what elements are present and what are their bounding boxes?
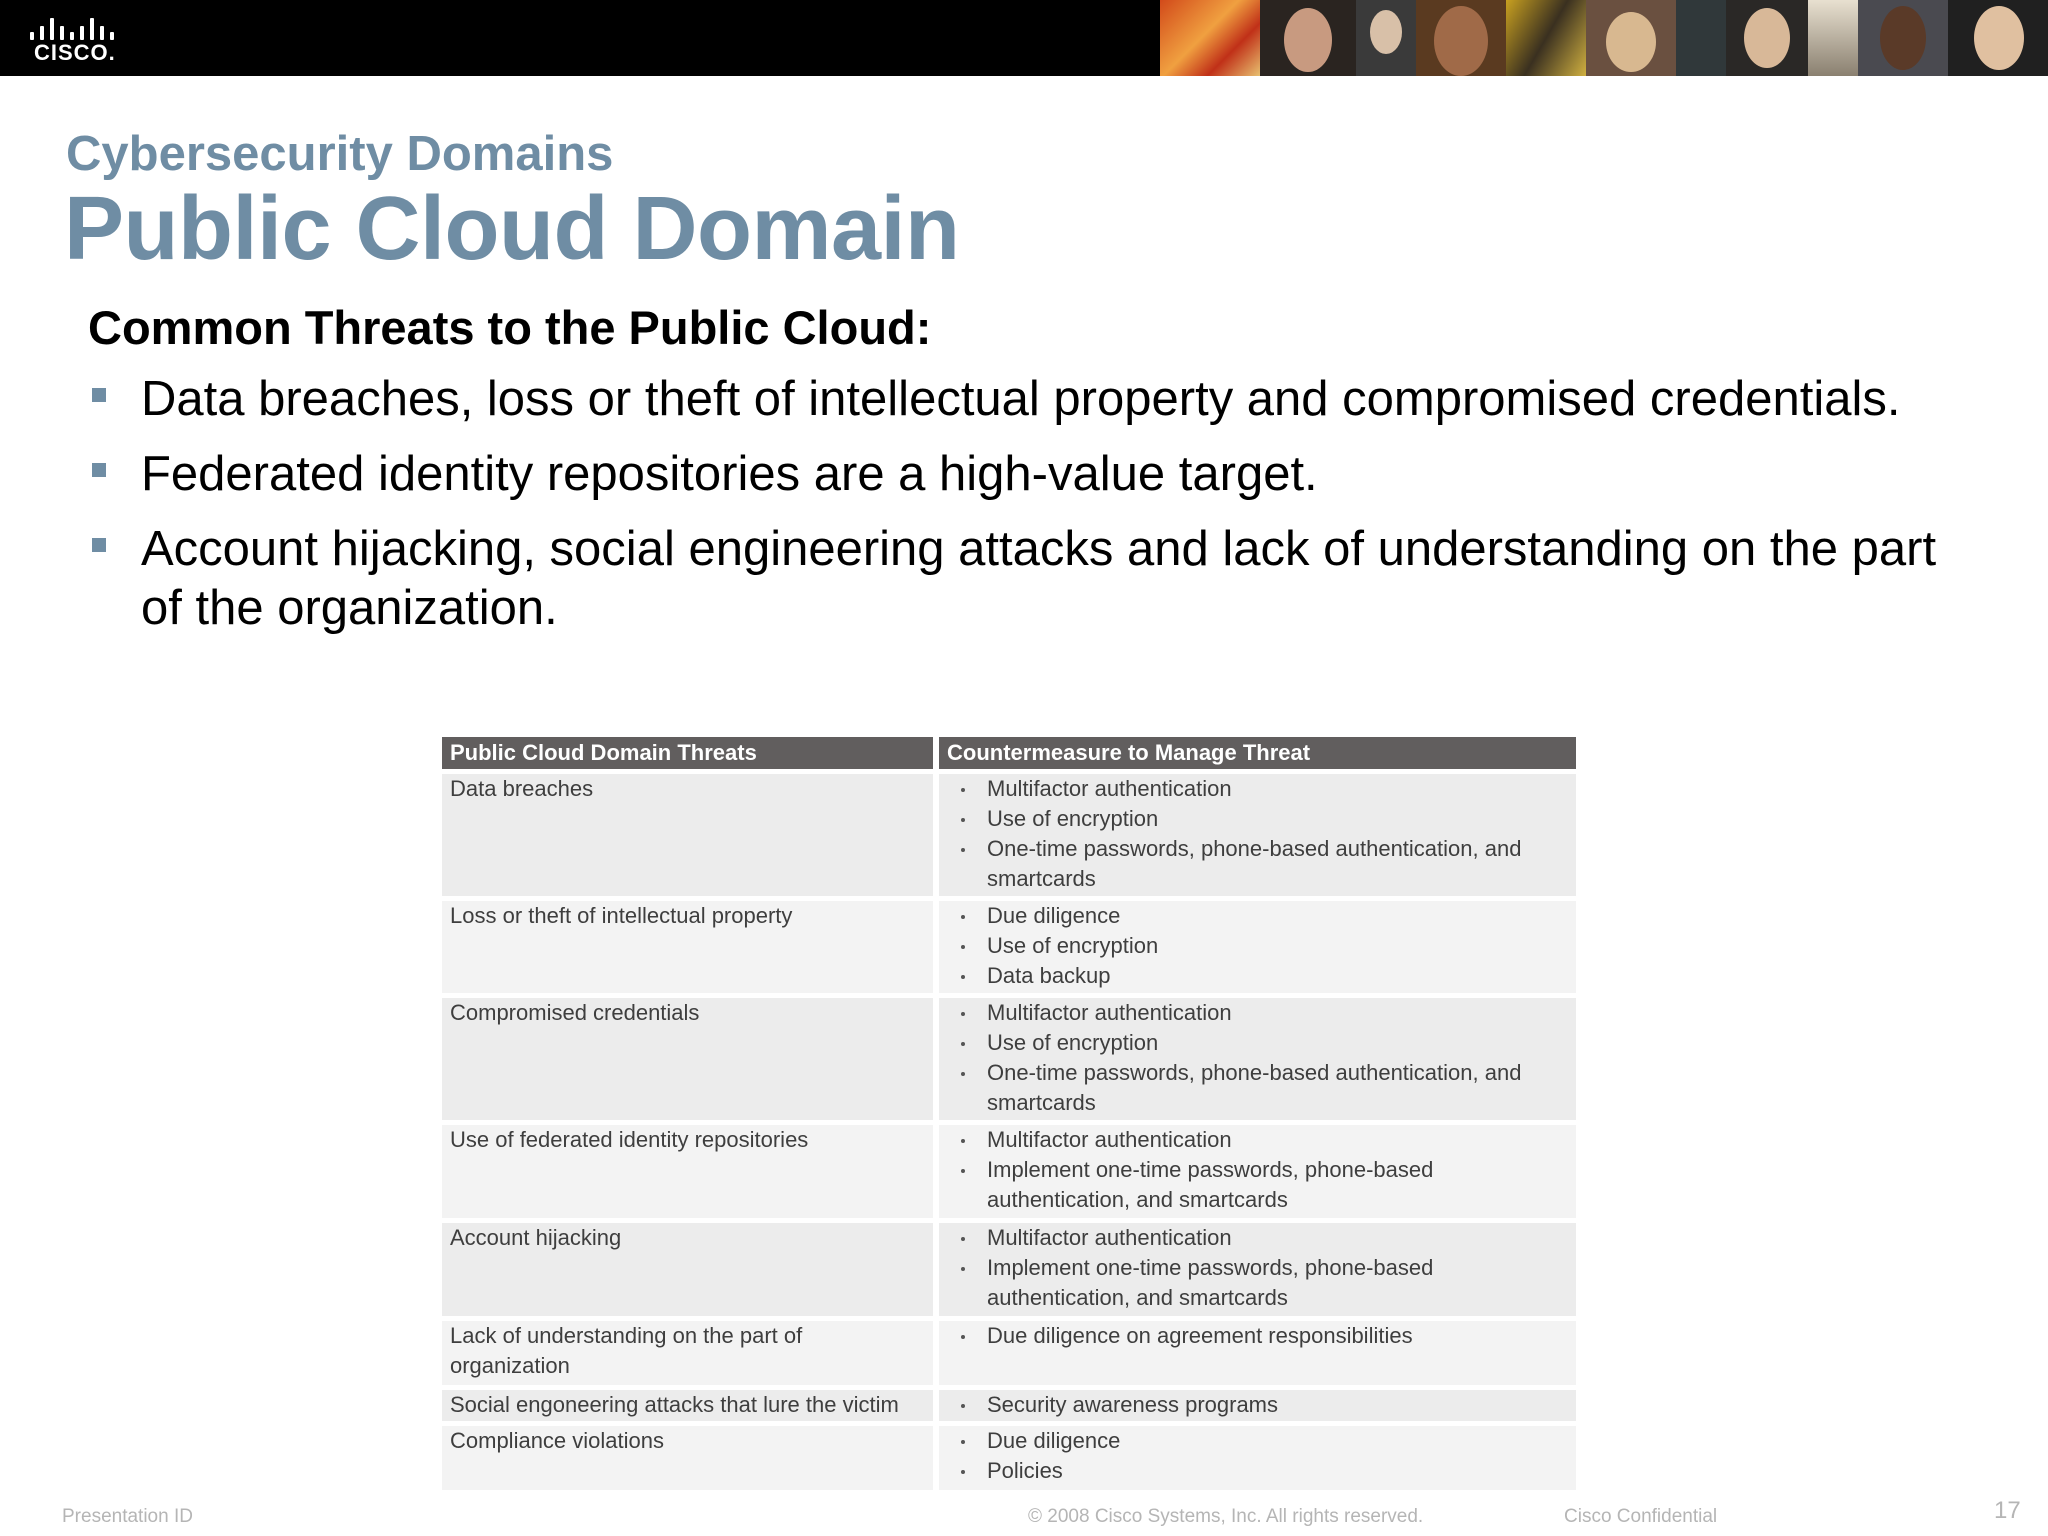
footer-confidential: Cisco Confidential — [1564, 1506, 1718, 1527]
table-row — [442, 1223, 1576, 1316]
threats-table — [442, 737, 1576, 1490]
countermeasure-item: Implement one-time passwords, phone-based authentication, and smartcards — [947, 1155, 1568, 1215]
banner-photo-person — [1948, 0, 2048, 76]
banner-photo-person — [1260, 0, 1356, 76]
banner-photo-person — [1416, 0, 1506, 76]
countermeasure-cell — [939, 1426, 1576, 1490]
banner-photo-abstract — [1808, 0, 1858, 76]
bullet-dot-icon — [961, 818, 965, 822]
cisco-logo — [28, 14, 118, 64]
bullet-dot-icon — [961, 1335, 965, 1339]
bullet-dot-icon — [961, 1169, 965, 1173]
countermeasure-item: Use of encryption — [947, 931, 1568, 961]
table-row — [442, 774, 1576, 896]
countermeasure-item: Due diligence on agreement responsibilities — [947, 1321, 1568, 1351]
countermeasure-item: Policies — [947, 1456, 1568, 1486]
countermeasure-item: Use of encryption — [947, 804, 1568, 834]
table-row — [442, 1426, 1576, 1490]
countermeasure-item: Use of encryption — [947, 1028, 1568, 1058]
table-header-countermeasures: Countermeasure to Manage Threat — [939, 737, 1576, 769]
page-number: 17 — [1994, 1497, 2021, 1524]
banner-photo-strip — [1160, 0, 2048, 76]
threat-cell: Use of federated identity repositories — [442, 1125, 933, 1218]
bullet-dot-icon — [961, 1267, 965, 1271]
bullet-item — [88, 445, 1988, 504]
banner-photo-abstract — [1506, 0, 1586, 76]
banner-photo-person — [1858, 0, 1948, 76]
square-bullet-icon — [92, 538, 106, 552]
countermeasure-cell — [939, 1321, 1576, 1385]
table-row — [442, 1125, 1576, 1218]
bullet-item — [88, 370, 1988, 429]
bullet-dot-icon — [961, 1139, 965, 1143]
countermeasure-cell — [939, 774, 1576, 896]
threat-cell: Loss or theft of intellectual property — [442, 901, 933, 993]
countermeasure-item: Multifactor authentication — [947, 1223, 1568, 1253]
footer-copyright: © 2008 Cisco Systems, Inc. All rights reserved. — [1028, 1506, 1424, 1527]
table-row — [442, 1321, 1576, 1385]
bullet-item — [88, 520, 1988, 638]
threat-cell: Account hijacking — [442, 1223, 933, 1316]
banner-photo-person — [1356, 0, 1416, 76]
threat-cell: Social engoneering attacks that lure the victim — [442, 1390, 933, 1421]
bullet-dot-icon — [961, 945, 965, 949]
slide-title: Public Cloud Domain — [64, 179, 960, 279]
countermeasure-cell — [939, 1390, 1576, 1421]
banner-photo-person — [1586, 0, 1676, 76]
countermeasure-cell — [939, 1125, 1576, 1218]
slide-subtitle: Cybersecurity Domains — [66, 127, 614, 181]
bullet-dot-icon — [961, 975, 965, 979]
bullet-dot-icon — [961, 1072, 965, 1076]
bullet-text: Federated identity repositories are a high-value target. — [141, 447, 1318, 501]
bullet-dot-icon — [961, 1237, 965, 1241]
bullet-dot-icon — [961, 1404, 965, 1408]
table-row — [442, 1390, 1576, 1421]
bullet-dot-icon — [961, 1440, 965, 1444]
countermeasure-item: Multifactor authentication — [947, 774, 1568, 804]
countermeasure-item: Data backup — [947, 961, 1568, 991]
countermeasure-cell — [939, 901, 1576, 993]
countermeasure-item: Implement one-time passwords, phone-based authentication, and smartcards — [947, 1253, 1568, 1313]
countermeasure-item: Security awareness programs — [947, 1390, 1568, 1420]
bullet-dot-icon — [961, 1012, 965, 1016]
square-bullet-icon — [92, 388, 106, 402]
countermeasure-cell — [939, 1223, 1576, 1316]
countermeasure-cell — [939, 998, 1576, 1120]
bullet-dot-icon — [961, 1042, 965, 1046]
countermeasure-item: One-time passwords, phone-based authentication, and smartcards — [947, 834, 1568, 894]
countermeasure-item: One-time passwords, phone-based authentication, and smartcards — [947, 1058, 1568, 1118]
threat-cell: Lack of understanding on the part of organization — [442, 1321, 933, 1385]
cisco-logo-text: CISCO. — [34, 40, 116, 65]
bullet-dot-icon — [961, 788, 965, 792]
countermeasure-item: Due diligence — [947, 1426, 1568, 1456]
threat-cell: Compromised credentials — [442, 998, 933, 1120]
cisco-logo-bars-icon — [28, 14, 118, 40]
threat-cell: Data breaches — [442, 774, 933, 896]
banner-photo-chalkboard — [1676, 0, 1726, 76]
table-header-threats: Public Cloud Domain Threats — [442, 737, 933, 769]
countermeasure-item: Multifactor authentication — [947, 1125, 1568, 1155]
table-header-row — [442, 737, 1576, 769]
banner-photo-person — [1726, 0, 1808, 76]
bullet-text: Data breaches, loss or theft of intellectual property and compromised credentials. — [141, 372, 1901, 426]
section-heading: Common Threats to the Public Cloud: — [88, 301, 932, 354]
bullet-dot-icon — [961, 915, 965, 919]
table-row — [442, 901, 1576, 993]
table-row — [442, 998, 1576, 1120]
bullet-list — [88, 370, 1988, 654]
bullet-text: Account hijacking, social engineering attacks and lack of understanding on the part of the organization. — [141, 522, 1937, 635]
bullet-dot-icon — [961, 1470, 965, 1474]
countermeasure-item: Multifactor authentication — [947, 998, 1568, 1028]
footer-presentation-id: Presentation ID — [62, 1506, 193, 1527]
square-bullet-icon — [92, 463, 106, 477]
bullet-dot-icon — [961, 848, 965, 852]
banner-photo-abstract — [1160, 0, 1260, 76]
threat-cell: Compliance violations — [442, 1426, 933, 1490]
countermeasure-item: Due diligence — [947, 901, 1568, 931]
top-banner — [0, 0, 2048, 76]
